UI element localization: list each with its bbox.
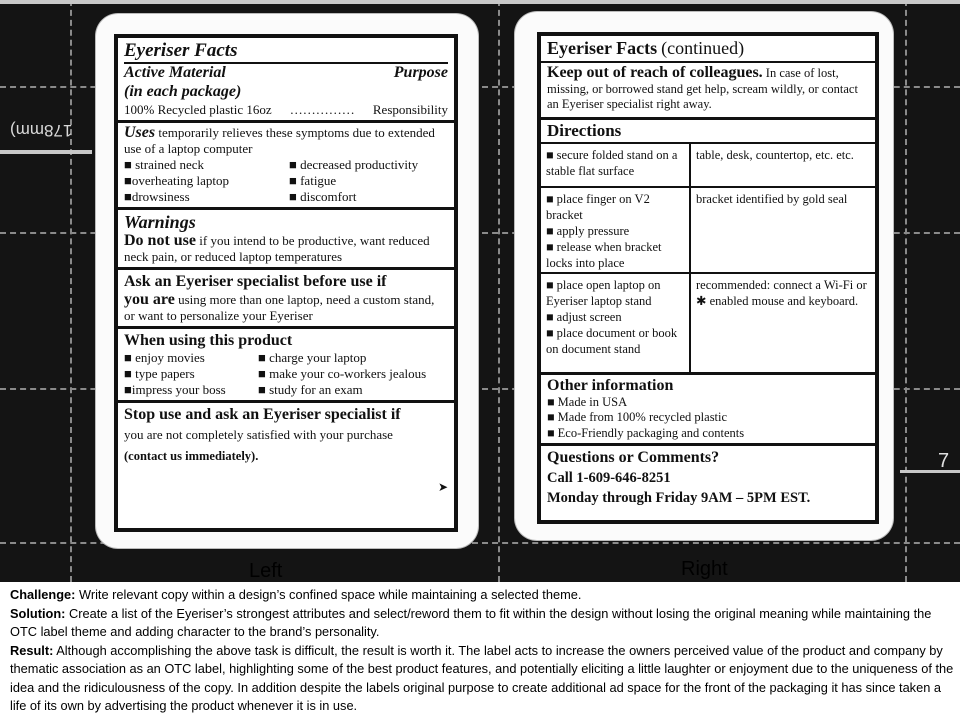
ruler-edge (0, 0, 960, 4)
challenge-paragraph (10, 586, 955, 605)
ask-text: using more than one laptop, need a custom stand, or want to personalize your Eyeriser (124, 292, 435, 323)
direction-step: ■ place open laptop on Eyeriser laptop stand (546, 277, 661, 308)
arrow-icon: ➤ (437, 480, 448, 494)
dot-leader: …………… (289, 102, 355, 117)
right-title: Eyeriser Facts (547, 38, 658, 58)
direction-step: ■ place finger on V2 bracket (546, 191, 650, 222)
direction-row (541, 274, 875, 372)
warnings-heading: Warnings (124, 212, 196, 232)
when-item: ■ make your co-workers jealous (258, 366, 427, 381)
in-each-package: (in each package) (124, 83, 242, 100)
direction-note: recommended: connect a Wi-Fi or ✱ enabled mouse and keyboard. (696, 277, 867, 308)
when-heading: When using this product (124, 332, 293, 349)
other-item: ■ Eco-Friendly packaging and contents (547, 425, 745, 440)
stop-heading: Stop use and ask an Eyeriser specialist if (124, 406, 401, 423)
ruler-tick (900, 470, 960, 473)
caption-left: Left (249, 560, 283, 582)
when-item: ■impress your boss (124, 382, 226, 397)
responsibility: Responsibility (372, 102, 448, 117)
phone-number: Call 1-609-646-8251 (547, 470, 671, 486)
directions-section (541, 120, 875, 375)
when-item: ■ type papers (124, 366, 195, 381)
you-are-label: you are (124, 291, 175, 308)
result-label: Result: (10, 642, 54, 658)
when-item: ■ charge your laptop (258, 350, 367, 365)
uses-section (118, 123, 454, 210)
direction-step: ■ adjust screen (546, 309, 622, 324)
description-block (10, 586, 955, 716)
uses-item: ■ fatigue (289, 173, 337, 188)
left-title: Eyeriser Facts (124, 40, 238, 61)
right-label (537, 32, 879, 524)
when-item: ■ study for an exam (258, 382, 363, 397)
stop-use-section (118, 403, 454, 499)
solution-paragraph (10, 605, 955, 642)
direction-steps (541, 274, 691, 372)
continued-label: (continued) (661, 38, 745, 58)
mat-grid-line (498, 0, 500, 582)
do-not-use-label: Do not use (124, 232, 197, 249)
directions-heading: Directions (541, 120, 875, 144)
result-paragraph (10, 642, 955, 716)
uses-text: temporarily relieves these symptoms due to extended use of a laptop computer (124, 125, 435, 156)
keep-out-section (541, 63, 875, 120)
solution-label: Solution: (10, 605, 66, 621)
direction-steps (541, 188, 691, 274)
direction-step: ■ secure folded stand on a stable flat surface (546, 147, 678, 178)
ruler-label: 178mm) (10, 121, 73, 140)
result-text: Although accomplishing the above task is difficult, the result is worth it. The label acts to increase the owners perceived value of the product and company by thematic association as an OTC label, highlighting some of the best product features, and potentially eliciting a little laughter or enjoyment due to the uniqueness of the idea and the ridiculousness of the copy. In addition despite the labels original purpose to create additional ad space for the front of the packaging it has since taken a life of its own by advertising the product whenever it is in use. (10, 642, 954, 713)
do-not-use-text: if you intend to be productive, want reduced neck pain, or reduced laptop temperatures (124, 233, 430, 264)
material-line: 100% Recycled plastic 16oz (124, 102, 272, 117)
direction-step: ■ apply pressure (546, 223, 630, 238)
questions-heading: Questions or Comments? (547, 449, 720, 466)
uses-item: ■overheating laptop (124, 173, 229, 188)
stop-text: you are not completely satisfied with your purchase (124, 427, 393, 442)
questions-section (541, 446, 875, 510)
active-material-label: Active Material (124, 64, 226, 81)
other-item: ■ Made in USA (547, 394, 628, 409)
keep-out-text: In case of lost, missing, or borrowed stand get help, scream wildly, or contact an Eyeriser specialist right away. (547, 66, 858, 111)
when-using-section (118, 329, 454, 403)
direction-note: bracket identified by gold seal (696, 191, 848, 206)
contact-text: (contact us immediately). (124, 449, 259, 463)
uses-item: ■ decreased productivity (289, 157, 419, 172)
direction-step: ■ release when bracket locks into place (546, 239, 662, 270)
right-card (515, 12, 893, 540)
ask-section (118, 270, 454, 329)
keep-out-heading: Keep out of reach of colleagues. (547, 64, 763, 81)
mat-grid-line (905, 0, 907, 582)
other-info-section (541, 375, 875, 447)
left-label (114, 34, 458, 532)
uses-heading: Uses (124, 124, 156, 141)
direction-note: table, desk, countertop, etc. etc. (696, 147, 854, 162)
direction-step: ■ place document or book on document stand (546, 325, 678, 356)
purpose-label: Purpose (393, 64, 448, 81)
uses-item: ■ discomfort (289, 189, 357, 204)
other-heading: Other information (547, 376, 674, 394)
uses-item: ■ strained neck (124, 157, 205, 172)
ask-heading: Ask an Eyeriser specialist before use if (124, 273, 387, 290)
when-item: ■ enjoy movies (124, 350, 205, 365)
mat-grid-line (70, 0, 72, 582)
solution-text: Create a list of the Eyeriser’s strongest attributes and select/reword them to fit within the design without losing the original meaning while maintaining the OTC label theme and adding character to the brand’s personality. (10, 605, 932, 639)
left-card (96, 14, 478, 548)
caption-right: Right (681, 558, 728, 580)
direction-steps (541, 144, 691, 186)
direction-row (541, 144, 875, 188)
ruler-tick (0, 150, 92, 154)
challenge-label: Challenge: (10, 587, 76, 602)
ruler-number: 7 (938, 450, 950, 472)
hours-text: Monday through Friday 9AM – 5PM EST. (547, 490, 811, 506)
right-title-row (541, 36, 875, 63)
challenge-text: Write relevant copy within a design’s confined space while maintaining a selected theme. (78, 587, 582, 602)
direction-row (541, 188, 875, 274)
uses-item: ■drowsiness (124, 189, 190, 204)
other-item: ■ Made from 100% recycled plastic (547, 410, 728, 424)
facts-header (118, 38, 454, 123)
warnings-section (118, 210, 454, 270)
